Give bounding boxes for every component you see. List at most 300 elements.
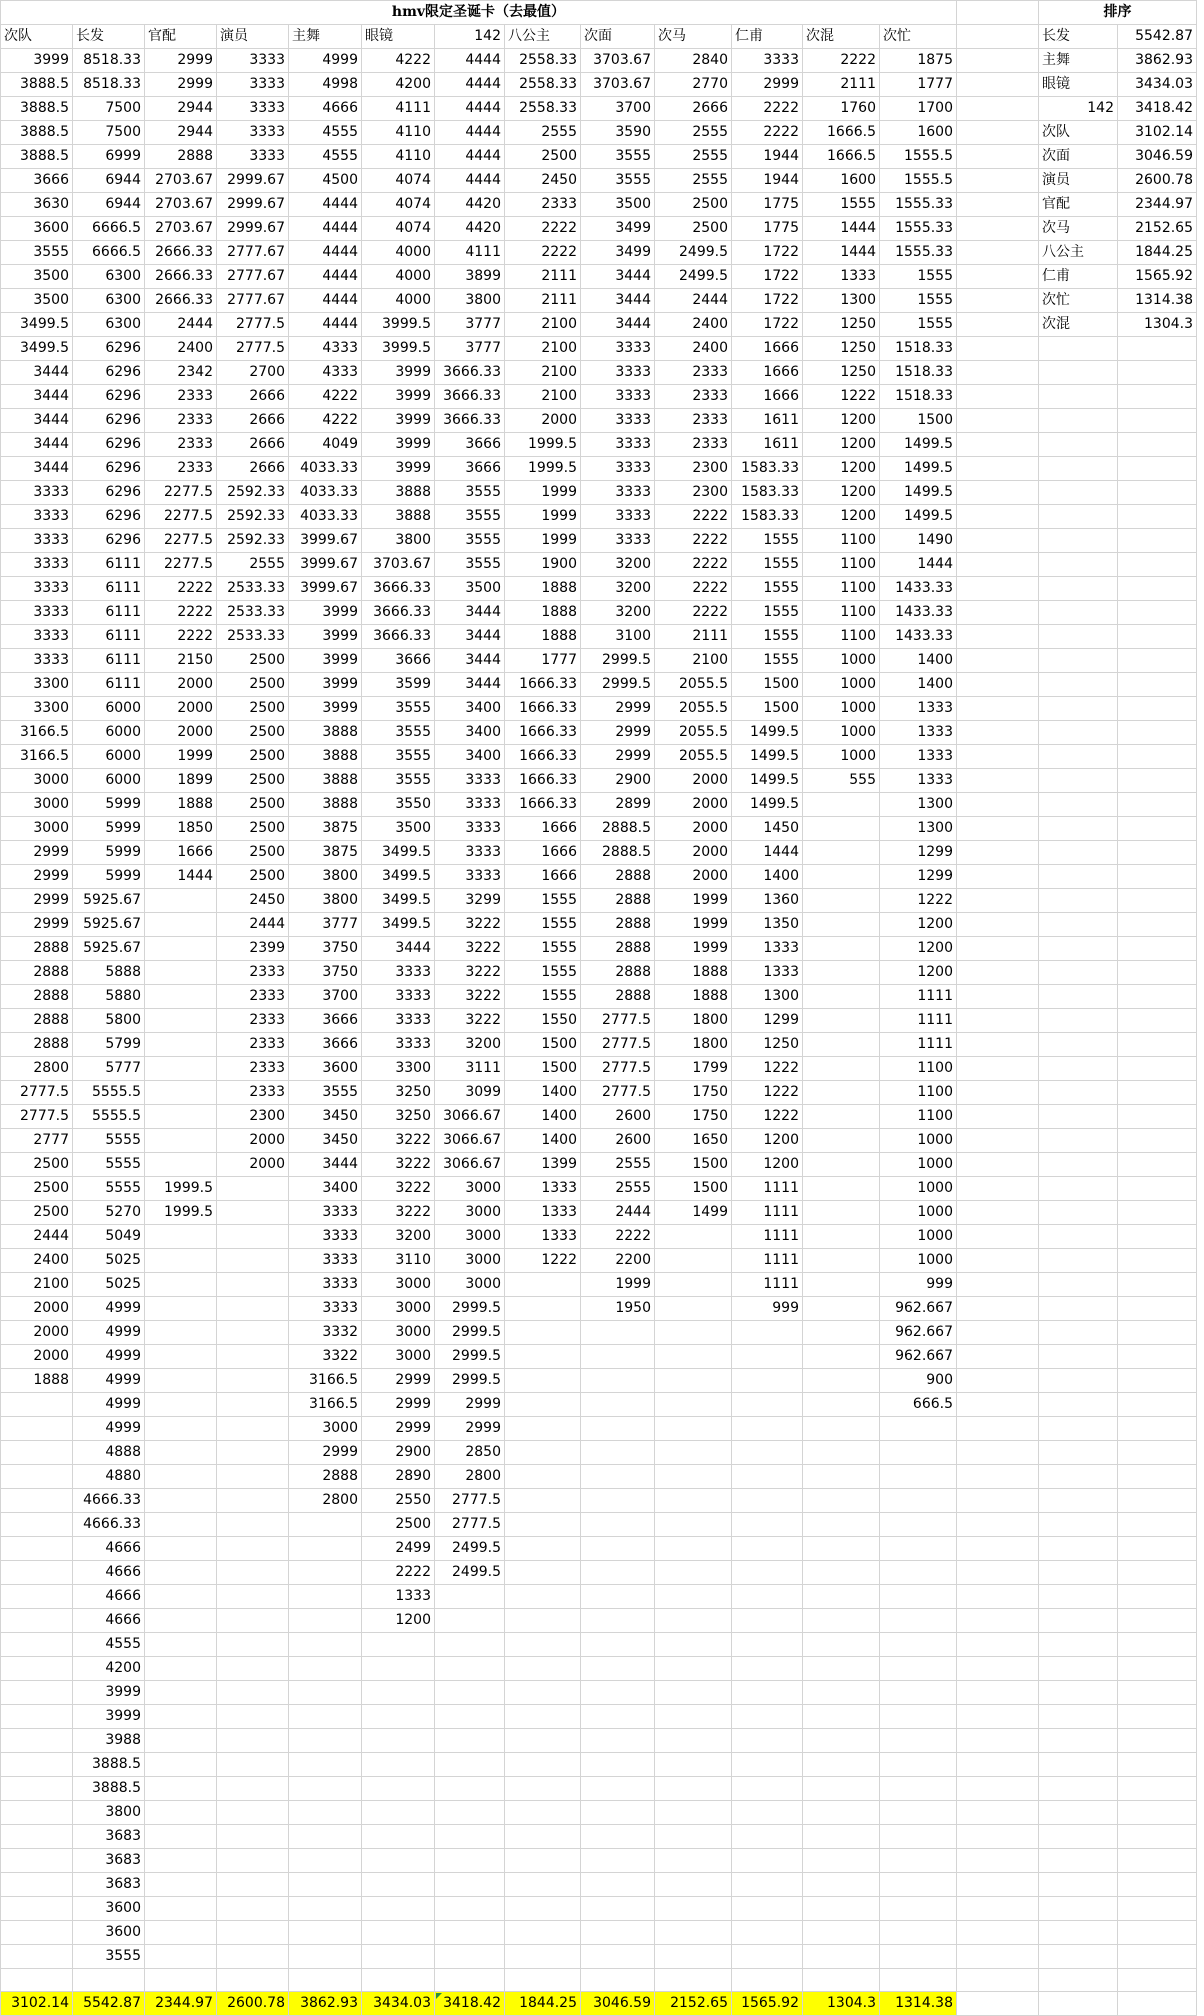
value-cell[interactable]: 1499.5 [732,769,803,793]
cell[interactable] [803,1873,880,1897]
value-cell[interactable]: 3333 [1,625,73,649]
cell[interactable] [505,1537,581,1561]
value-cell[interactable]: 2500 [217,841,289,865]
cell[interactable] [957,673,1039,697]
cell[interactable] [1039,1897,1118,1921]
value-cell[interactable]: 2500 [217,817,289,841]
value-cell[interactable]: 1888 [505,577,581,601]
cell[interactable] [880,1825,957,1849]
value-cell[interactable]: 2400 [655,337,732,361]
cell[interactable] [880,1561,957,1585]
value-cell[interactable]: 2890 [362,1465,435,1489]
cell[interactable] [145,1849,217,1873]
cell[interactable] [362,1945,435,1969]
value-cell[interactable]: 3555 [362,745,435,769]
value-cell[interactable]: 3222 [435,1009,505,1033]
cell[interactable] [362,1705,435,1729]
cell[interactable] [803,1609,880,1633]
value-cell[interactable]: 4333 [289,337,362,361]
value-cell[interactable]: 2500 [217,697,289,721]
cell[interactable] [655,1681,732,1705]
value-cell[interactable]: 1222 [732,1105,803,1129]
cell[interactable] [1039,385,1118,409]
cell[interactable] [435,1657,505,1681]
value-cell[interactable]: 1444 [803,241,880,265]
value-cell[interactable]: 4074 [362,217,435,241]
value-cell[interactable]: 2444 [145,313,217,337]
cell[interactable] [145,1345,217,1369]
value-cell[interactable]: 3333 [581,481,655,505]
value-cell[interactable]: 3166.5 [1,745,73,769]
value-cell[interactable]: 5555 [73,1177,145,1201]
cell[interactable] [1039,1609,1118,1633]
value-cell[interactable]: 2500 [217,721,289,745]
value-cell[interactable]: 3300 [1,697,73,721]
value-cell[interactable]: 2342 [145,361,217,385]
value-cell[interactable]: 3166.5 [1,721,73,745]
cell[interactable] [581,1969,655,1992]
cell[interactable] [1039,649,1118,673]
cell[interactable] [581,1465,655,1489]
value-cell[interactable]: 3444 [581,313,655,337]
cell[interactable] [362,1825,435,1849]
value-cell[interactable]: 3222 [362,1177,435,1201]
value-cell[interactable]: 3499.5 [362,913,435,937]
value-cell[interactable]: 3100 [581,625,655,649]
value-cell[interactable]: 3875 [289,817,362,841]
cell[interactable] [655,1609,732,1633]
cell[interactable] [732,1753,803,1777]
cell[interactable] [803,1585,880,1609]
cell[interactable] [957,457,1039,481]
value-cell[interactable]: 1777 [880,73,957,97]
ranking-value[interactable]: 2344.97 [1118,193,1197,217]
value-cell[interactable]: 2500 [1,1153,73,1177]
cell[interactable] [957,1609,1039,1633]
value-cell[interactable]: 3888 [362,505,435,529]
value-cell[interactable]: 1550 [505,1009,581,1033]
cell[interactable] [957,1585,1039,1609]
value-cell[interactable]: 2222 [505,217,581,241]
value-cell[interactable]: 2222 [145,601,217,625]
value-cell[interactable]: 2000 [655,841,732,865]
cell[interactable] [1118,649,1197,673]
cell[interactable] [581,1801,655,1825]
value-cell[interactable]: 1800 [655,1009,732,1033]
cell[interactable] [1039,793,1118,817]
value-cell[interactable]: 2888 [581,937,655,961]
value-cell[interactable]: 3200 [362,1225,435,1249]
value-cell[interactable]: 3888 [289,769,362,793]
cell[interactable] [217,1825,289,1849]
value-cell[interactable]: 2333 [655,361,732,385]
cell[interactable] [435,1609,505,1633]
value-cell[interactable]: 2600 [581,1105,655,1129]
value-cell[interactable]: 3800 [289,889,362,913]
value-cell[interactable]: 1000 [880,1177,957,1201]
average-cell[interactable]: 1314.38 [880,1992,957,2016]
value-cell[interactable]: 2899 [581,793,655,817]
value-cell[interactable]: 3899 [435,265,505,289]
value-cell[interactable]: 2666 [217,433,289,457]
cell[interactable] [957,289,1039,313]
cell[interactable] [289,1753,362,1777]
value-cell[interactable]: 3333 [217,73,289,97]
value-cell[interactable]: 6111 [73,601,145,625]
cell[interactable] [732,1489,803,1513]
sort-title[interactable]: 排序 [1039,1,1197,25]
value-cell[interactable]: 1444 [880,553,957,577]
value-cell[interactable]: 3000 [1,793,73,817]
value-cell[interactable]: 3000 [362,1273,435,1297]
value-cell[interactable]: 3500 [581,193,655,217]
value-cell[interactable]: 3630 [1,193,73,217]
value-cell[interactable]: 2100 [655,649,732,673]
cell[interactable] [732,1969,803,1992]
value-cell[interactable]: 1555 [505,913,581,937]
value-cell[interactable]: 1611 [732,433,803,457]
cell[interactable] [145,1153,217,1177]
column-header[interactable]: 142 [435,25,505,49]
cell[interactable] [505,1849,581,1873]
cell[interactable] [1,1609,73,1633]
value-cell[interactable]: 2777.5 [581,1033,655,1057]
value-cell[interactable]: 1000 [880,1129,957,1153]
value-cell[interactable]: 2777.5 [435,1489,505,1513]
cell[interactable] [505,1513,581,1537]
cell[interactable] [581,1873,655,1897]
cell[interactable] [1039,1129,1118,1153]
value-cell[interactable]: 3666 [362,649,435,673]
value-cell[interactable]: 3333 [581,433,655,457]
value-cell[interactable]: 1900 [505,553,581,577]
cell[interactable] [145,1009,217,1033]
cell[interactable] [362,1969,435,1992]
value-cell[interactable]: 2100 [1,1273,73,1297]
cell[interactable] [1118,1609,1197,1633]
value-cell[interactable]: 2533.33 [217,601,289,625]
value-cell[interactable]: 2444 [655,289,732,313]
cell[interactable] [362,1753,435,1777]
cell[interactable] [145,1681,217,1705]
value-cell[interactable]: 2777.5 [581,1057,655,1081]
cell[interactable] [957,529,1039,553]
value-cell[interactable]: 6300 [73,289,145,313]
value-cell[interactable]: 1111 [880,985,957,1009]
cell[interactable] [655,1753,732,1777]
value-cell[interactable]: 2999.5 [581,649,655,673]
cell[interactable] [217,1705,289,1729]
cell[interactable] [217,1873,289,1897]
value-cell[interactable]: 3555 [362,721,435,745]
value-cell[interactable]: 999 [732,1297,803,1321]
cell[interactable] [803,1249,880,1273]
value-cell[interactable]: 4880 [73,1465,145,1489]
cell[interactable] [803,1561,880,1585]
cell[interactable] [1118,385,1197,409]
cell[interactable] [880,1513,957,1537]
cell[interactable] [362,1849,435,1873]
value-cell[interactable]: 4444 [435,169,505,193]
cell[interactable] [217,1345,289,1369]
cell[interactable] [880,1681,957,1705]
value-cell[interactable]: 5999 [73,865,145,889]
cell[interactable] [1118,1465,1197,1489]
cell[interactable] [803,1777,880,1801]
value-cell[interactable]: 1200 [362,1609,435,1633]
ranking-value[interactable]: 2600.78 [1118,169,1197,193]
cell[interactable] [435,1873,505,1897]
cell[interactable] [289,1945,362,1969]
value-cell[interactable]: 2000 [145,721,217,745]
cell[interactable] [732,1393,803,1417]
value-cell[interactable]: 1400 [505,1129,581,1153]
cell[interactable] [505,1945,581,1969]
value-cell[interactable]: 3333 [581,409,655,433]
value-cell[interactable]: 3888.5 [73,1753,145,1777]
cell[interactable] [957,1105,1039,1129]
value-cell[interactable]: 1555.5 [880,145,957,169]
value-cell[interactable]: 2499.5 [655,241,732,265]
cell[interactable] [145,1057,217,1081]
cell[interactable] [145,1513,217,1537]
cell[interactable] [803,1081,880,1105]
cell[interactable] [1039,1489,1118,1513]
cell[interactable] [1039,1081,1118,1105]
value-cell[interactable]: 2500 [1,1201,73,1225]
value-cell[interactable]: 2700 [217,361,289,385]
value-cell[interactable]: 1400 [505,1081,581,1105]
cell[interactable] [581,1321,655,1345]
cell[interactable] [581,1417,655,1441]
cell[interactable] [289,1873,362,1897]
value-cell[interactable]: 3700 [581,97,655,121]
value-cell[interactable]: 3599 [362,673,435,697]
cell[interactable] [732,1441,803,1465]
value-cell[interactable]: 3222 [435,985,505,1009]
value-cell[interactable]: 2333 [505,193,581,217]
value-cell[interactable]: 2555 [217,553,289,577]
cell[interactable] [655,1417,732,1441]
cell[interactable] [217,1753,289,1777]
value-cell[interactable]: 1360 [732,889,803,913]
cell[interactable] [803,817,880,841]
value-cell[interactable]: 3333 [435,841,505,865]
value-cell[interactable]: 4666.33 [73,1489,145,1513]
value-cell[interactable]: 2222 [732,121,803,145]
cell[interactable] [803,1201,880,1225]
value-cell[interactable]: 1333 [880,769,957,793]
value-cell[interactable]: 2944 [145,121,217,145]
cell[interactable] [803,1441,880,1465]
value-cell[interactable]: 3400 [435,721,505,745]
value-cell[interactable]: 1888 [505,625,581,649]
value-cell[interactable]: 2850 [435,1441,505,1465]
value-cell[interactable]: 1666 [505,841,581,865]
value-cell[interactable]: 1666.33 [505,769,581,793]
value-cell[interactable]: 1100 [880,1081,957,1105]
value-cell[interactable]: 2222 [655,553,732,577]
cell[interactable] [505,1873,581,1897]
cell[interactable] [655,1441,732,1465]
value-cell[interactable]: 3166.5 [289,1369,362,1393]
value-cell[interactable]: 2888 [1,985,73,1009]
value-cell[interactable]: 1888 [655,985,732,1009]
value-cell[interactable]: 2500 [217,769,289,793]
ranking-value[interactable]: 3046.59 [1118,145,1197,169]
value-cell[interactable]: 1555 [880,265,957,289]
value-cell[interactable]: 2888 [1,1009,73,1033]
cell[interactable] [1,1585,73,1609]
value-cell[interactable]: 2550 [362,1489,435,1513]
cell[interactable] [957,1201,1039,1225]
value-cell[interactable]: 4666 [73,1537,145,1561]
value-cell[interactable]: 2333 [145,457,217,481]
cell[interactable] [803,793,880,817]
cell[interactable] [1118,1297,1197,1321]
cell[interactable] [145,1585,217,1609]
value-cell[interactable]: 3333 [362,1033,435,1057]
cell[interactable] [145,1081,217,1105]
value-cell[interactable]: 4666 [73,1585,145,1609]
cell[interactable] [957,49,1039,73]
cell[interactable] [1039,1105,1118,1129]
cell[interactable] [732,1321,803,1345]
cell[interactable] [732,1801,803,1825]
value-cell[interactable]: 5925.67 [73,937,145,961]
cell[interactable] [655,1345,732,1369]
value-cell[interactable]: 3500 [362,817,435,841]
cell[interactable] [803,1465,880,1489]
value-cell[interactable]: 2333 [217,961,289,985]
value-cell[interactable]: 2999.67 [217,169,289,193]
value-cell[interactable]: 3444 [1,433,73,457]
value-cell[interactable]: 2703.67 [145,169,217,193]
value-cell[interactable]: 3999 [362,409,435,433]
value-cell[interactable]: 6296 [73,409,145,433]
cell[interactable] [1,1921,73,1945]
cell[interactable] [957,1033,1039,1057]
cell[interactable] [1,1465,73,1489]
cell[interactable] [505,1465,581,1489]
value-cell[interactable]: 3666.33 [362,601,435,625]
cell[interactable] [145,1705,217,1729]
value-cell[interactable]: 3600 [1,217,73,241]
value-cell[interactable]: 2555 [655,121,732,145]
cell[interactable] [957,1081,1039,1105]
value-cell[interactable]: 4033.33 [289,481,362,505]
value-cell[interactable]: 1666 [505,865,581,889]
cell[interactable] [145,1801,217,1825]
value-cell[interactable]: 2499 [362,1537,435,1561]
value-cell[interactable]: 1200 [803,505,880,529]
value-cell[interactable]: 1333 [880,697,957,721]
value-cell[interactable]: 2111 [655,625,732,649]
value-cell[interactable]: 6296 [73,505,145,529]
value-cell[interactable]: 3555 [73,1945,145,1969]
cell[interactable] [1118,553,1197,577]
cell[interactable] [957,625,1039,649]
cell[interactable] [581,1561,655,1585]
cell[interactable] [217,1249,289,1273]
value-cell[interactable]: 1200 [732,1129,803,1153]
cell[interactable] [1118,1801,1197,1825]
value-cell[interactable]: 4033.33 [289,505,362,529]
cell[interactable] [957,697,1039,721]
value-cell[interactable]: 5049 [73,1225,145,1249]
cell[interactable] [803,841,880,865]
cell[interactable] [880,1945,957,1969]
cell[interactable] [803,1321,880,1345]
cell[interactable] [957,145,1039,169]
value-cell[interactable]: 4000 [362,265,435,289]
value-cell[interactable]: 1555.5 [880,169,957,193]
cell[interactable] [880,1537,957,1561]
cell[interactable] [217,1969,289,1992]
cell[interactable] [435,1849,505,1873]
value-cell[interactable]: 1666.33 [505,745,581,769]
cell[interactable] [655,1321,732,1345]
value-cell[interactable]: 1722 [732,241,803,265]
cell[interactable] [957,1561,1039,1585]
value-cell[interactable]: 2592.33 [217,529,289,553]
value-cell[interactable]: 3875 [289,841,362,865]
average-cell[interactable]: 1565.92 [732,1992,803,2016]
cell[interactable] [435,1681,505,1705]
cell[interactable] [1039,1992,1118,2016]
cell[interactable] [1039,1321,1118,1345]
value-cell[interactable]: 3222 [435,913,505,937]
cell[interactable] [505,1921,581,1945]
value-cell[interactable]: 2555 [655,145,732,169]
cell[interactable] [217,1297,289,1321]
value-cell[interactable]: 2000 [1,1297,73,1321]
value-cell[interactable]: 3999 [289,649,362,673]
cell[interactable] [880,1921,957,1945]
value-cell[interactable]: 3666 [435,457,505,481]
cell[interactable] [957,1153,1039,1177]
value-cell[interactable]: 3000 [289,1417,362,1441]
value-cell[interactable]: 2100 [505,313,581,337]
value-cell[interactable]: 6296 [73,337,145,361]
cell[interactable] [505,1393,581,1417]
value-cell[interactable]: 3200 [581,601,655,625]
cell[interactable] [1118,769,1197,793]
value-cell[interactable]: 1555 [803,193,880,217]
cell[interactable] [803,889,880,913]
value-cell[interactable]: 2999 [145,49,217,73]
value-cell[interactable]: 2333 [655,433,732,457]
cell[interactable] [1039,505,1118,529]
cell[interactable] [435,1777,505,1801]
value-cell[interactable]: 4999 [73,1345,145,1369]
cell[interactable] [289,1801,362,1825]
value-cell[interactable]: 1444 [732,841,803,865]
cell[interactable] [957,1,1039,25]
cell[interactable] [1118,409,1197,433]
cell[interactable] [957,577,1039,601]
value-cell[interactable]: 1400 [880,673,957,697]
value-cell[interactable]: 3111 [435,1057,505,1081]
value-cell[interactable]: 2055.5 [655,721,732,745]
cell[interactable] [803,1153,880,1177]
value-cell[interactable]: 3444 [1,361,73,385]
cell[interactable] [362,1633,435,1657]
value-cell[interactable]: 2222 [362,1561,435,1585]
average-cell[interactable]: 3046.59 [581,1992,655,2016]
value-cell[interactable]: 3666 [289,1033,362,1057]
value-cell[interactable]: 1333 [505,1177,581,1201]
